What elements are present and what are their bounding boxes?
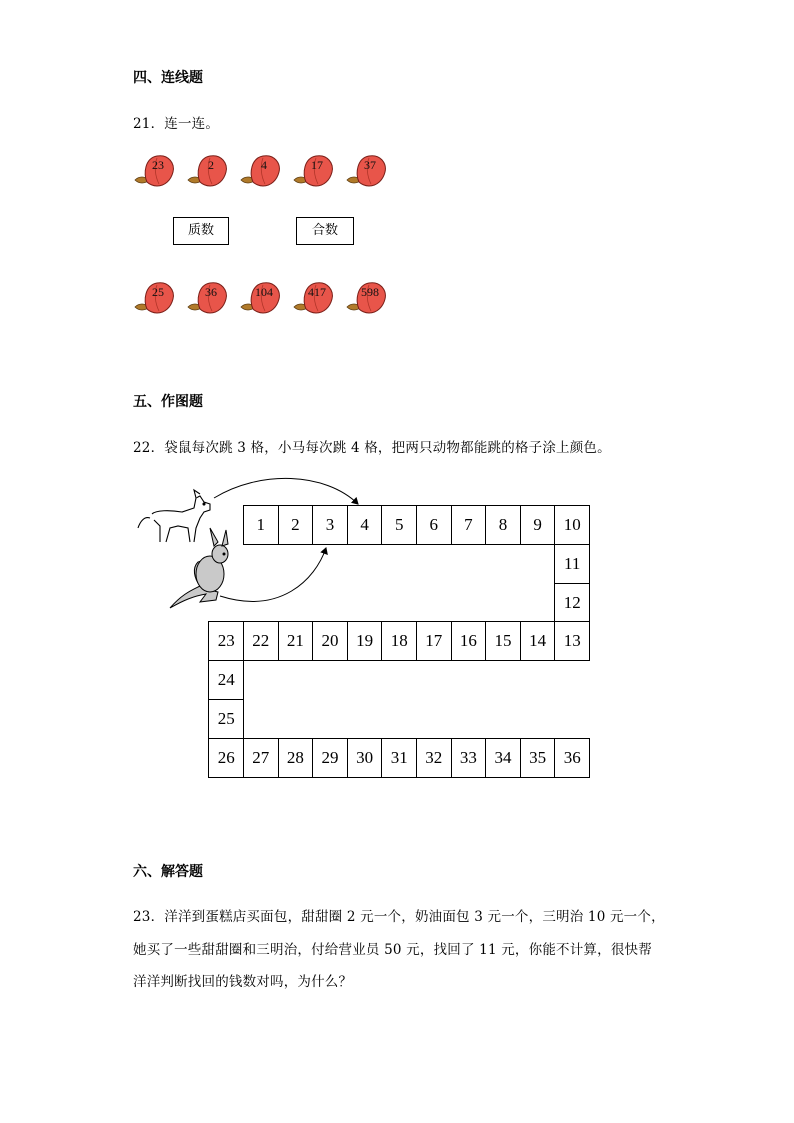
peach-label: 25 [152,285,164,299]
grid-cell-19[interactable]: 19 [347,621,383,661]
kangaroo-jump-arrow [220,548,326,601]
grid-cell-22[interactable]: 22 [243,621,279,661]
grid-cell-27[interactable]: 27 [243,738,279,778]
peach-label: 36 [205,285,217,299]
question-21: 21．连一连。 [133,116,220,132]
grid-cell-31[interactable]: 31 [381,738,417,778]
grid-cell-28[interactable]: 28 [278,738,314,778]
grid-cell-2[interactable]: 2 [278,505,314,545]
grid-cell-17[interactable]: 17 [416,621,452,661]
jump-diagram [130,470,390,620]
box-prime: 质数 [173,217,229,245]
peach-number-36[interactable] [186,277,232,315]
peach-number-4[interactable] [239,150,285,188]
question-23-line-3: 洋洋判断找回的钱数对吗，为什么？ [133,974,353,990]
section-heading-6: 六、解答题 [133,864,203,880]
peach-number-25[interactable] [133,277,179,315]
question-22: 22．袋鼠每次跳 3 格，小马每次跳 4 格，把两只动物都能跳的格子涂上颜色。 [133,440,611,456]
box-composite: 合数 [296,217,354,245]
grid-cell-11[interactable]: 11 [554,544,590,584]
grid-cell-3[interactable]: 3 [312,505,348,545]
grid-cell-23[interactable]: 23 [208,621,244,661]
peach-number-37[interactable] [345,150,391,188]
grid-cell-36[interactable]: 36 [554,738,590,778]
grid-cell-30[interactable]: 30 [347,738,383,778]
peach-label: 104 [255,285,273,299]
grid-cell-14[interactable]: 14 [520,621,556,661]
grid-cell-29[interactable]: 29 [312,738,348,778]
peach-number-104[interactable] [239,277,285,315]
peach-label: 2 [208,158,214,172]
grid-cell-18[interactable]: 18 [381,621,417,661]
grid-cell-13[interactable]: 13 [554,621,590,661]
peach-number-17[interactable] [292,150,338,188]
grid-cell-20[interactable]: 20 [312,621,348,661]
grid-cell-26[interactable]: 26 [208,738,244,778]
grid-cell-7[interactable]: 7 [451,505,487,545]
grid-cell-12[interactable]: 12 [554,583,590,623]
question-23-line-1: 23．洋洋到蛋糕店买面包，甜甜圈 2 元一个，奶油面包 3 元一个，三明治 10 元一个， [133,909,665,925]
horse-icon [138,490,210,542]
peach-label: 598 [361,285,379,299]
peach-number-2[interactable] [186,150,232,188]
peach-label: 417 [308,285,326,299]
grid-cell-21[interactable]: 21 [278,621,314,661]
grid-cell-6[interactable]: 6 [416,505,452,545]
grid-cell-8[interactable]: 8 [485,505,521,545]
grid-cell-4[interactable]: 4 [347,505,383,545]
grid-cell-24[interactable]: 24 [208,660,244,700]
grid-cell-33[interactable]: 33 [451,738,487,778]
grid-cell-15[interactable]: 15 [485,621,521,661]
grid-cell-1[interactable]: 1 [243,505,279,545]
peach-label: 37 [364,158,376,172]
question-23-line-2: 她买了一些甜甜圈和三明治，付给营业员 50 元，找回了 11 元，你能不计算，很快帮 [133,942,652,958]
horse-jump-arrow [214,478,358,504]
grid-cell-34[interactable]: 34 [485,738,521,778]
grid-cell-32[interactable]: 32 [416,738,452,778]
grid-cell-5[interactable]: 5 [381,505,417,545]
peach-number-23[interactable] [133,150,179,188]
peach-label: 4 [261,158,267,172]
grid-cell-10[interactable]: 10 [554,505,590,545]
grid-cell-9[interactable]: 9 [520,505,556,545]
peach-number-417[interactable] [292,277,338,315]
section-heading-4: 四、连线题 [133,70,203,86]
peach-label: 23 [152,158,164,172]
section-heading-5: 五、作图题 [133,394,203,410]
grid-cell-25[interactable]: 25 [208,699,244,739]
peach-label: 17 [311,158,323,172]
grid-cell-35[interactable]: 35 [520,738,556,778]
grid-cell-16[interactable]: 16 [451,621,487,661]
peach-number-598[interactable] [345,277,391,315]
